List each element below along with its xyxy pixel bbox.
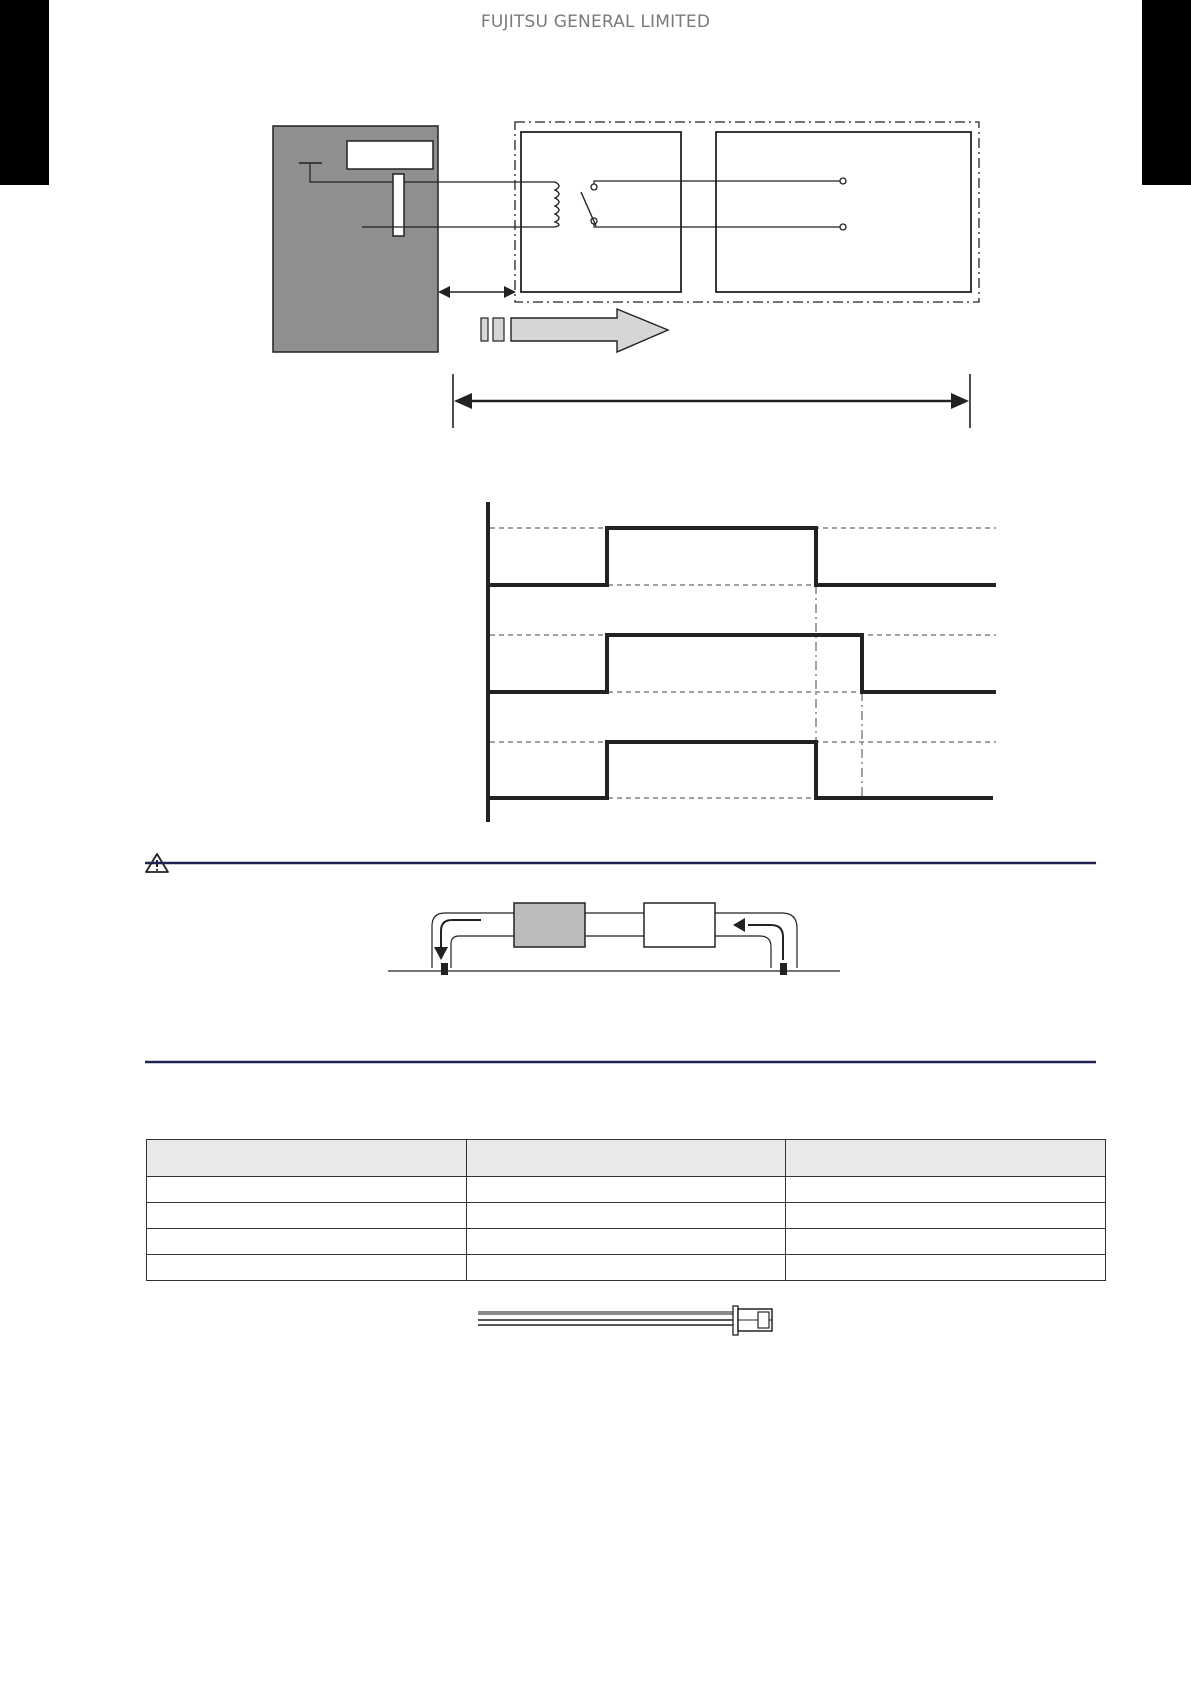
company-header: FUJITSU GENERAL LIMITED	[480, 12, 711, 32]
connector-pin-slot	[758, 1312, 769, 1328]
